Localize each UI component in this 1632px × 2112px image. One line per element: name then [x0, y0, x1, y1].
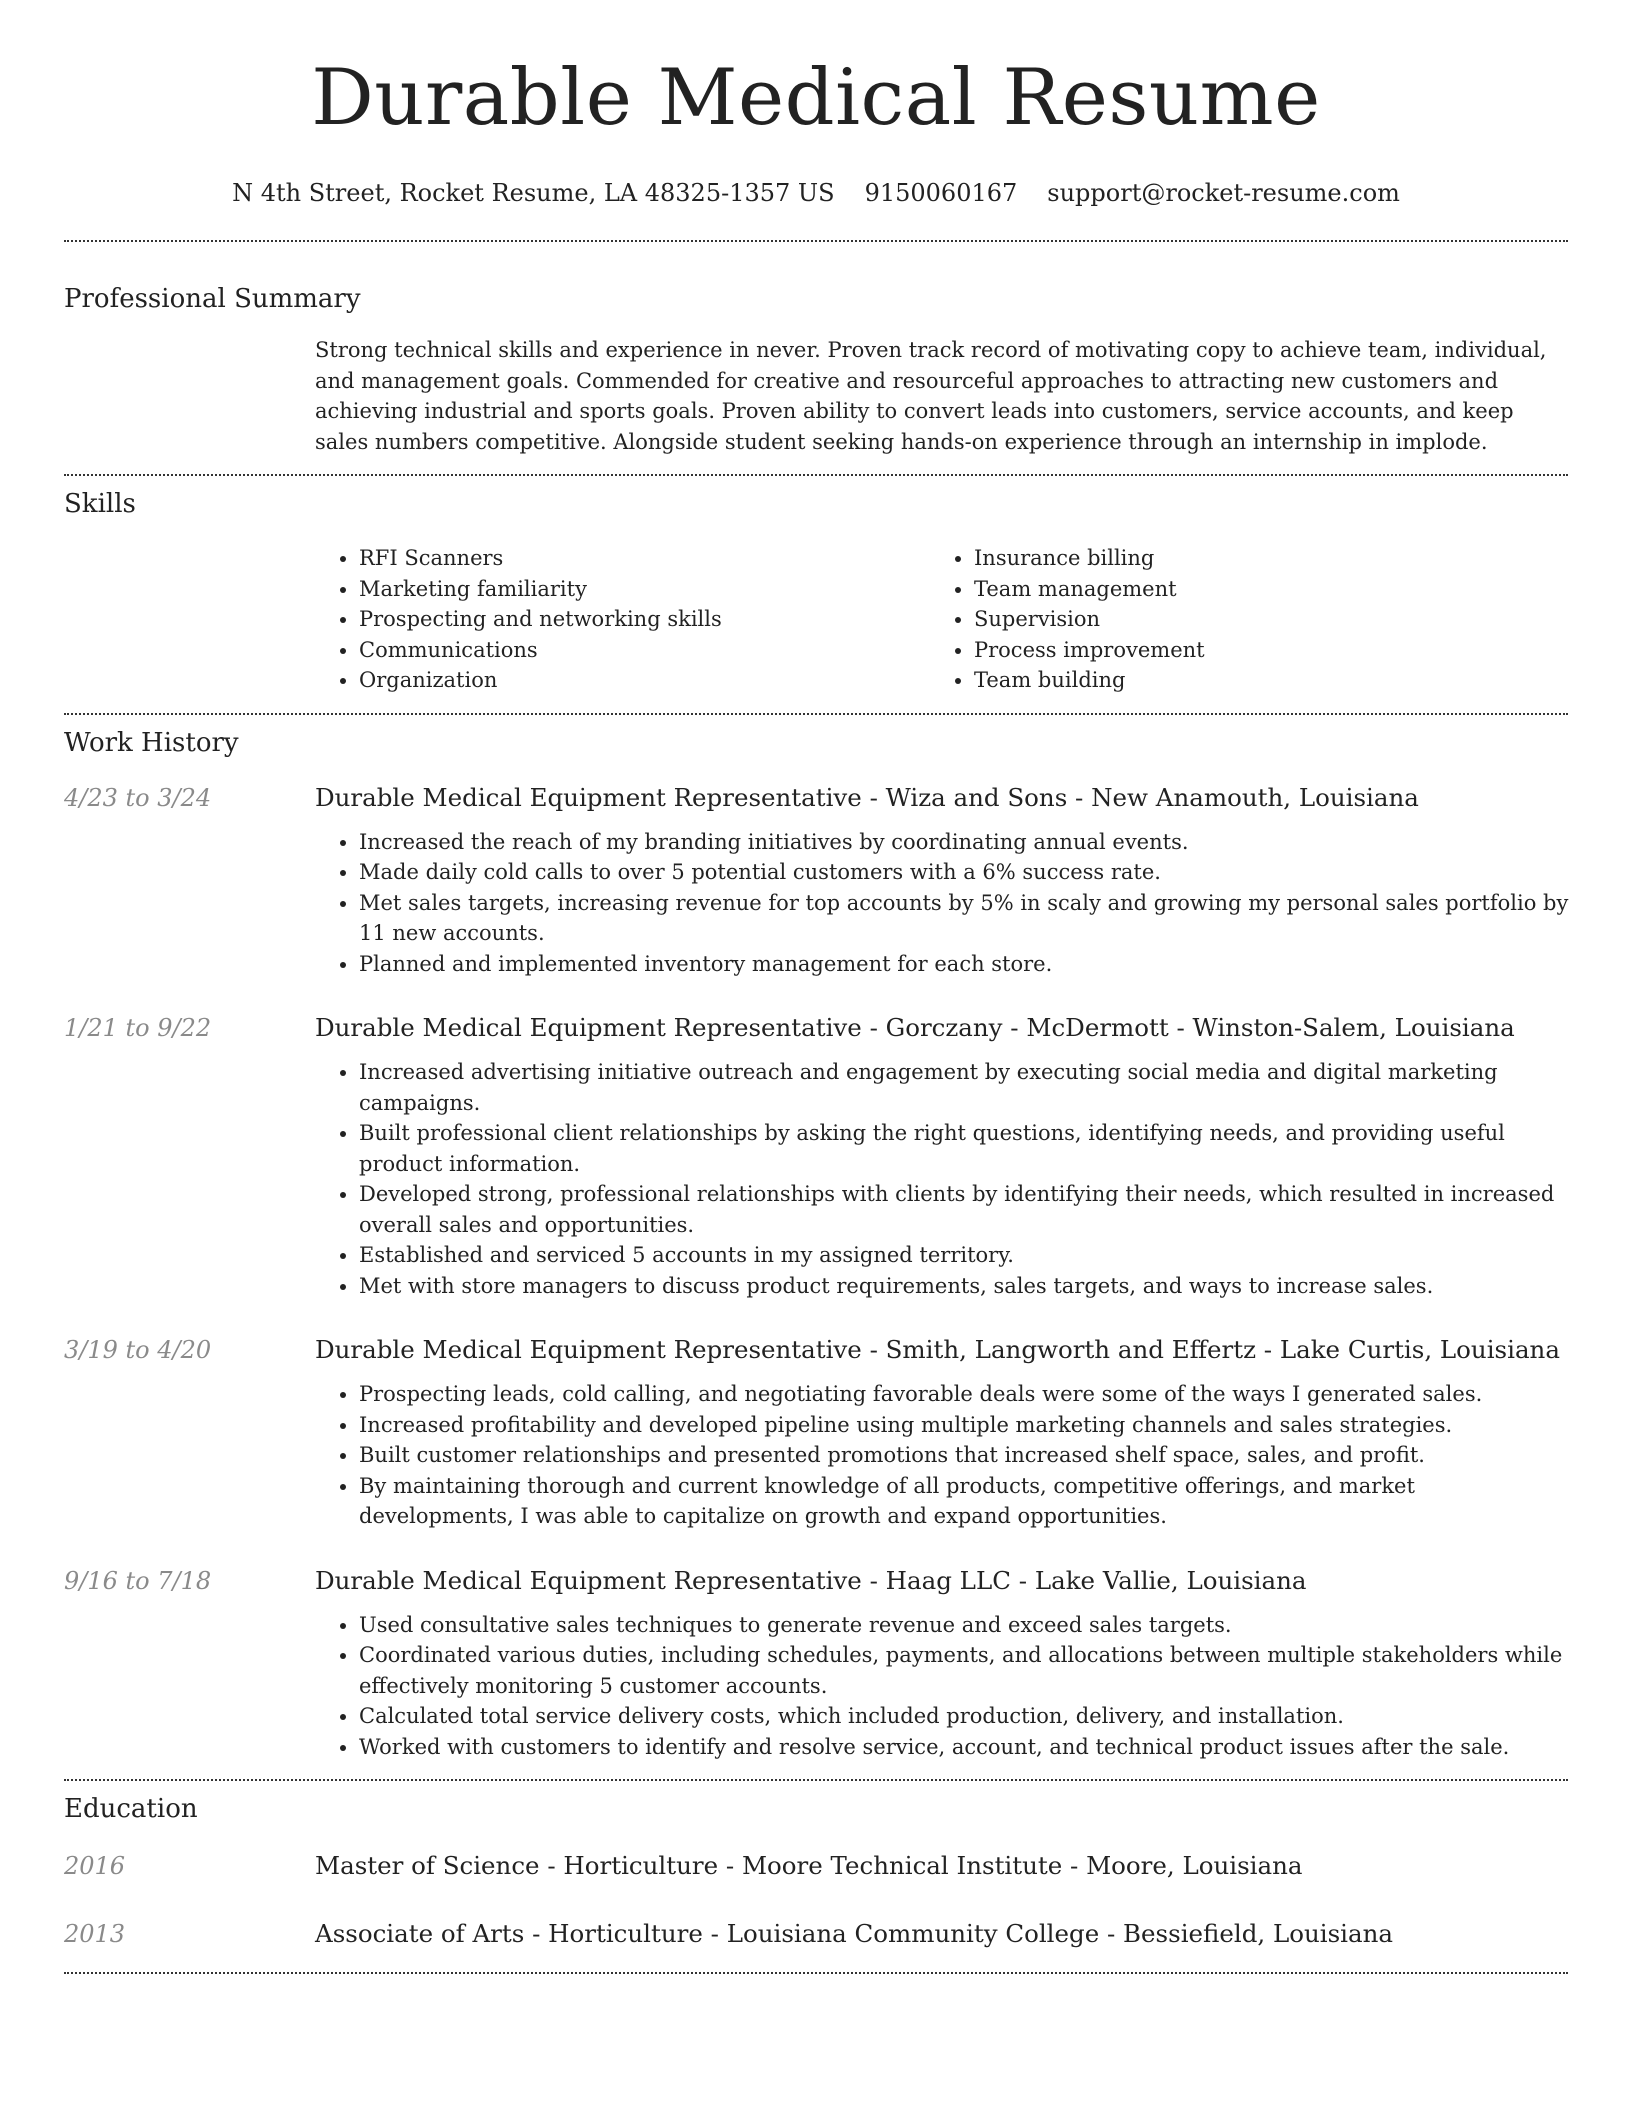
job-entry — [64, 783, 1568, 980]
job-bullet: • Increased the reach of my branding initiatives by coordinating annual events. — [359, 827, 1569, 858]
phone-text: 9150060167 — [864, 179, 1018, 207]
skill-item: • Marketing familiarity — [359, 574, 930, 605]
job-bullets — [315, 827, 1569, 980]
education-year: 2016 — [64, 1852, 126, 1880]
skill-item: • Team management — [974, 574, 1205, 605]
job-bullet: • Coordinated various duties, including schedules, payments, and allocations between multiple stakeholders while effectively monitoring 5 customer accounts. — [359, 1640, 1569, 1701]
summary-section — [64, 283, 1568, 457]
job-title: Durable Medical Equipment Representative - Wiza and Sons - New Anamouth, Louisiana — [315, 782, 1419, 812]
job-dates: 4/23 to 3/24 — [64, 783, 212, 812]
skills-column-2 — [930, 543, 1205, 696]
job-entry — [64, 1013, 1568, 1301]
resume-name: Durable Medical Resume — [311, 53, 1321, 143]
job-bullet: • Worked with customers to identify and resolve service, account, and technical product issues after the sale. — [359, 1732, 1569, 1763]
work-history-section — [64, 727, 1568, 1763]
job-title: Durable Medical Equipment Representative - Gorczany - McDermott - Winston-Salem, Louisiana — [315, 1013, 1515, 1042]
contact-line — [64, 178, 1568, 208]
skill-item: • Organization — [359, 665, 930, 696]
job-bullets — [315, 1610, 1569, 1763]
job-bullet: • By maintaining thorough and current knowledge of all products, competitive offerings, and market developments, I was able to capitalize on growth and expand opportunities. — [359, 1471, 1569, 1532]
summary-heading: Professional Summary — [64, 284, 361, 314]
email-text: support@rocket-resume.com — [1047, 179, 1400, 207]
job-bullets — [315, 1379, 1569, 1532]
job-bullet: • Built professional client relationships by asking the right questions, identifying needs, and providing useful product information. — [359, 1118, 1569, 1179]
job-bullet: • Calculated total service delivery costs, which included production, delivery, and installation. — [359, 1701, 1569, 1732]
job-title: Durable Medical Equipment Representative - Haag LLC - Lake Vallie, Louisiana — [315, 1565, 1307, 1595]
job-bullet: • Met with store managers to discuss product requirements, sales targets, and ways to increase sales. — [359, 1271, 1569, 1302]
skill-item: • Supervision — [974, 604, 1205, 635]
job-bullet: • Used consultative sales techniques to generate revenue and exceed sales targets. — [359, 1610, 1569, 1641]
education-title: Associate of Arts - Horticulture - Louisiana Community College - Bessiefield, Louisiana — [315, 1919, 1394, 1948]
job-bullet: • Planned and implemented inventory management for each store. — [359, 949, 1569, 980]
job-entry — [64, 1335, 1568, 1532]
skills-list — [315, 543, 1568, 696]
job-bullets — [315, 1057, 1569, 1301]
education-section — [64, 1793, 1568, 1949]
education-heading: Education — [64, 1794, 198, 1824]
job-bullet: • Built customer relationships and presented promotions that increased shelf space, sales, and profit. — [359, 1440, 1569, 1471]
job-dates: 3/19 to 4/20 — [64, 1336, 212, 1364]
skill-item: • Communications — [359, 635, 930, 666]
job-entry — [64, 1566, 1568, 1763]
job-bullet: • Prospecting leads, cold calling, and negotiating favorable deals were some of the ways I generated sales. — [359, 1379, 1569, 1410]
job-bullet: • Increased advertising initiative outreach and engagement by executing social media and digital marketing campaigns. — [359, 1057, 1569, 1118]
skills-section — [64, 488, 1568, 696]
address-text: N 4th Street, Rocket Resume, LA 48325-1357 US — [232, 179, 835, 207]
work-history-heading: Work History — [64, 727, 239, 758]
skills-divider — [64, 713, 1568, 715]
job-bullet: • Made daily cold calls to over 5 potential customers with a 6% success rate. — [359, 857, 1569, 888]
education-entry — [64, 1919, 1568, 1949]
education-entry — [64, 1851, 1568, 1881]
job-bullet: • Developed strong, professional relationships with clients by identifying their needs, which resulted in increased overall sales and opportunities. — [359, 1179, 1569, 1240]
summary-divider — [64, 474, 1568, 476]
skill-item: • Prospecting and networking skills — [359, 604, 930, 635]
skill-item: • RFI Scanners — [359, 543, 930, 574]
skills-column-1 — [315, 543, 930, 696]
skill-item: • Process improvement — [974, 635, 1205, 666]
job-dates: 9/16 to 7/18 — [64, 1566, 212, 1595]
job-dates: 1/21 to 9/22 — [64, 1014, 212, 1042]
job-bullet: • Increased profitability and developed pipeline using multiple marketing channels and sales strategies. — [359, 1410, 1569, 1441]
summary-text: Strong technical skills and experience in never. Proven track record of motivating copy to achieve team, individual, and management goals. Commended for creative and resourceful approaches to attracting new customers and achieving industrial and sports goals. Proven ability to convert leads into customers, service accounts, and keep sales numbers competitive. Alongside student seeking hands-on experience through an internship in implode. — [315, 338, 1547, 454]
education-title: Master of Science - Horticulture - Moore Technical Institute - Moore, Louisiana — [315, 1851, 1303, 1880]
header-divider — [64, 240, 1568, 242]
job-title: Durable Medical Equipment Representative - Smith, Langworth and Effertz - Lake Curtis, Louisiana — [315, 1335, 1560, 1364]
work-divider — [64, 1779, 1568, 1781]
education-divider — [64, 1972, 1568, 1974]
education-year: 2013 — [64, 1920, 126, 1948]
skill-item: • Insurance billing — [974, 543, 1205, 574]
skills-heading: Skills — [64, 489, 136, 519]
skill-item: • Team building — [974, 665, 1205, 696]
resume-page — [64, 0, 1568, 1974]
job-bullet: • Met sales targets, increasing revenue for top accounts by 5% in scaly and growing my personal sales portfolio by 11 new accounts. — [359, 888, 1569, 949]
job-bullet: • Established and serviced 5 accounts in my assigned territory. — [359, 1240, 1569, 1271]
